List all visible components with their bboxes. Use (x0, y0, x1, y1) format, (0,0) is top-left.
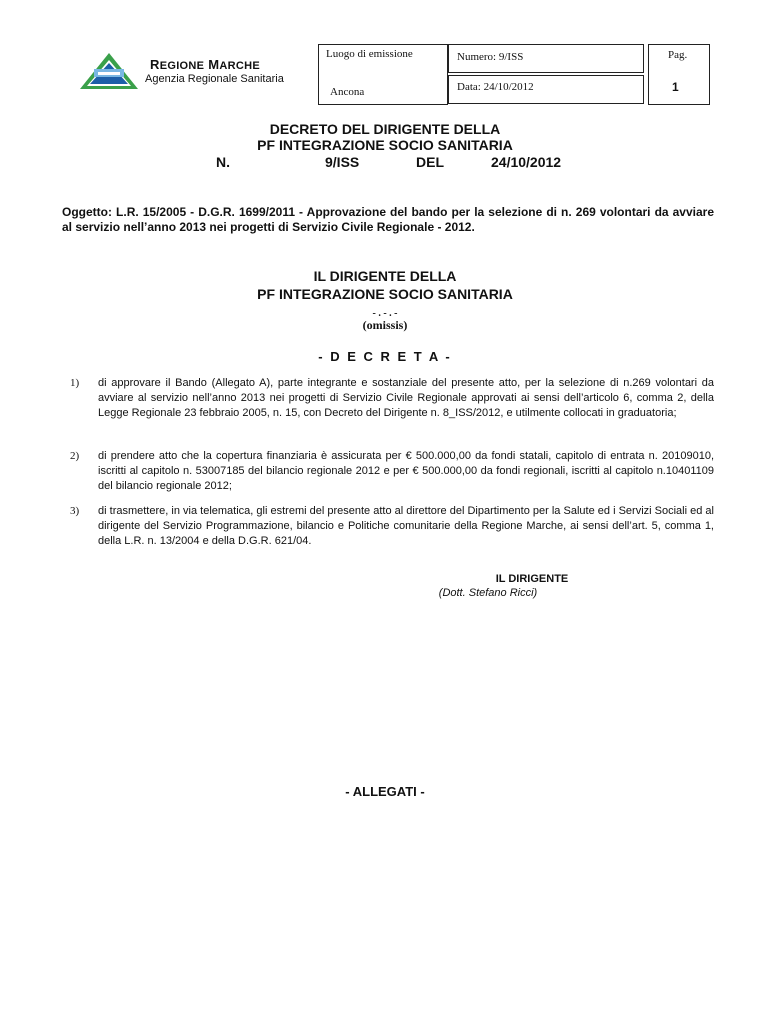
luogo-label: Luogo di emissione (326, 48, 413, 60)
decree-date: 24/10/2012 (491, 154, 562, 170)
oggetto-paragraph: Oggetto: L.R. 15/2005 - D.G.R. 1699/2011 - Approvazione del bando per la selezione di n. 269 volontari da avviare al servizio nell’anno 2013 nei progetti di Servizio Civile Regionale - 2012. (62, 205, 714, 234)
list-item: di prendere atto che la copertura finanziaria è assicurata per € 500.000,00 da fondi statali, capitolo di entrata n. 20109010, iscritti al capitolo n. 53007185 del bilancio regionale 2012 e per € 500.000,00 da fondi regionali, iscritti al capitolo n.10401109 del bilancio regionale 2012; (98, 450, 714, 492)
list-item-number: 1) (70, 377, 80, 389)
org-subtitle: Agenzia Regionale Sanitaria (145, 73, 284, 85)
numero-field: Numero: 9/ISS (457, 51, 524, 63)
signer-name: (Dott. Stefano Ricci) (438, 587, 538, 599)
omissis-text: (omissis) (362, 318, 408, 332)
decree-n-label: N. (216, 154, 230, 170)
page-label: Pag. (668, 49, 688, 61)
decree-title-line2: PF INTEGRAZIONE SOCIO SANITARIA (257, 137, 513, 153)
list-item-number: 3) (70, 505, 80, 517)
data-field: Data: 24/10/2012 (457, 81, 534, 93)
list-item-number: 2) (70, 450, 80, 462)
page-number: 1 (672, 80, 679, 94)
decree-del-label: DEL (416, 154, 444, 170)
separator-dots: - . - . - (372, 308, 398, 319)
regione-marche-logo-icon (78, 51, 140, 91)
allegati-heading: - ALLEGATI - (345, 784, 425, 799)
decreta-heading: - D E C R E T A - (318, 349, 452, 364)
decree-title-line1: DECRETO DEL DIRIGENTE DELLA (269, 121, 501, 137)
dirigente-heading-line2: PF INTEGRAZIONE SOCIO SANITARIA (257, 286, 513, 302)
org-name: REGIONE MARCHE (150, 57, 260, 72)
decree-number: 9/ISS (325, 154, 360, 170)
list-item: di trasmettere, in via telematica, gli estremi del presente atto al direttore del Dipartimento per la Salute ed i Servizi Sociali ed al dirigente del Servizio Programmazione, bilancio e Politiche comunitarie della Regione Marche, ai sensi dell’art. 5, comma 1, della L.R. n. 13/2004 e della D.G.R. 621/04. (98, 505, 714, 547)
list-item: di approvare il Bando (Allegato A), parte integrante e sostanziale del presente atto, per la selezione di n.269 volontari da avviare al servizio nell’anno 2013 nei progetti di Servizio Civile Regionale approvati ai sensi dell’articolo 6, comma 2, della Legge Regionale 23 febbraio 2005, n. 15, con Decreto del Dirigente n. 8_ISS/2012, e utilmente collocati in graduatoria; (98, 377, 714, 419)
dirigente-heading-line1: IL DIRIGENTE DELLA (313, 268, 457, 284)
signer-role: IL DIRIGENTE (495, 573, 569, 585)
luogo-value: Ancona (330, 86, 365, 98)
